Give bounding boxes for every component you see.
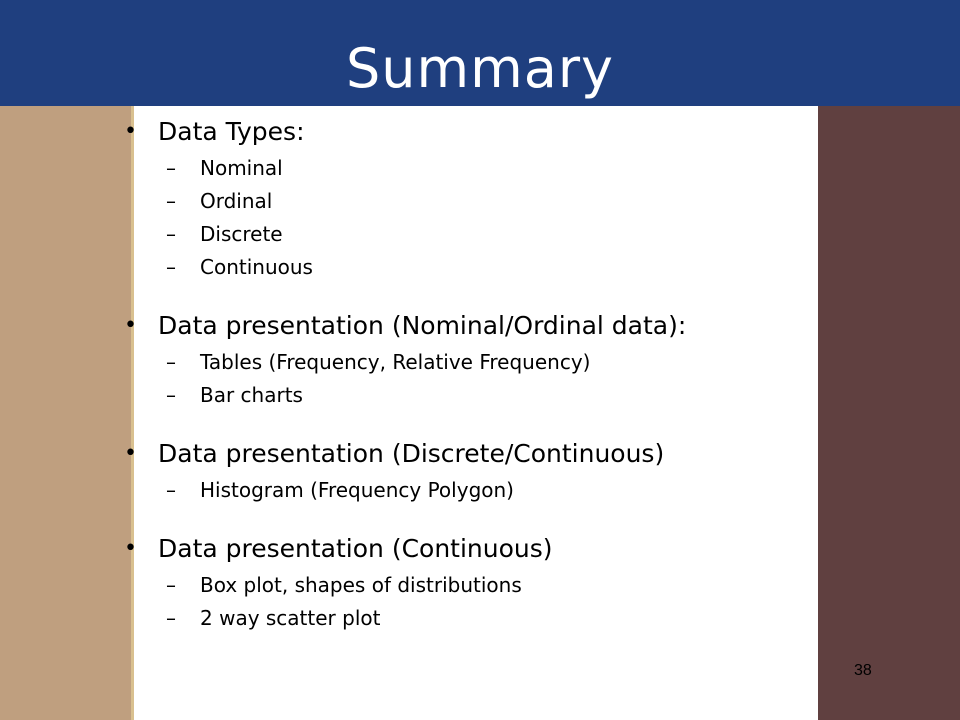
sub-item-text: Histogram (Frequency Polygon) (200, 478, 514, 502)
dash-icon: – (166, 156, 176, 180)
sub-item (166, 185, 814, 218)
dash-icon: – (166, 383, 176, 407)
sub-list (166, 346, 814, 412)
dash-icon: – (166, 478, 176, 502)
sub-item-text: Continuous (200, 255, 313, 279)
left-decorative-strip (0, 0, 133, 720)
sub-item-text: Box plot, shapes of distributions (200, 573, 522, 597)
bullet-text: Data presentation (Nominal/Ordinal data): (158, 311, 687, 340)
bullet-icon: • (124, 313, 137, 338)
sub-list (166, 569, 814, 635)
sub-item-text: Tables (Frequency, Relative Frequency) (200, 350, 591, 374)
sub-item-text: Bar charts (200, 383, 303, 407)
sub-item (166, 379, 814, 412)
bullet-icon: • (124, 119, 137, 144)
bullet-item (124, 306, 814, 412)
dash-icon: – (166, 189, 176, 213)
sub-item-text: 2 way scatter plot (200, 606, 381, 630)
bullet-text: Data Types: (158, 117, 305, 146)
title-bar (0, 0, 960, 106)
dash-icon: – (166, 255, 176, 279)
slide-title: Summary (346, 37, 614, 100)
slide-number: 38 (854, 662, 872, 679)
bullet-text: Data presentation (Continuous) (158, 534, 553, 563)
sub-item (166, 602, 814, 635)
bullet-icon: • (124, 536, 137, 561)
sub-list (166, 152, 814, 284)
dash-icon: – (166, 222, 176, 246)
sub-item (166, 569, 814, 602)
sub-list (166, 474, 814, 507)
bullet-item (124, 529, 814, 635)
sub-item (166, 346, 814, 379)
bullet-item (124, 112, 814, 284)
dash-icon: – (166, 573, 176, 597)
bullet-item (124, 434, 814, 507)
sub-item (166, 251, 814, 284)
bullet-text: Data presentation (Discrete/Continuous) (158, 439, 665, 468)
sub-item-text: Ordinal (200, 189, 273, 213)
dash-icon: – (166, 350, 176, 374)
bullet-icon: • (124, 441, 137, 466)
sub-item (166, 152, 814, 185)
sub-item (166, 218, 814, 251)
right-decorative-strip (818, 0, 960, 720)
sub-item-text: Nominal (200, 156, 283, 180)
bullet-list (124, 112, 814, 635)
sub-item (166, 474, 814, 507)
sub-item-text: Discrete (200, 222, 283, 246)
dash-icon: – (166, 606, 176, 630)
